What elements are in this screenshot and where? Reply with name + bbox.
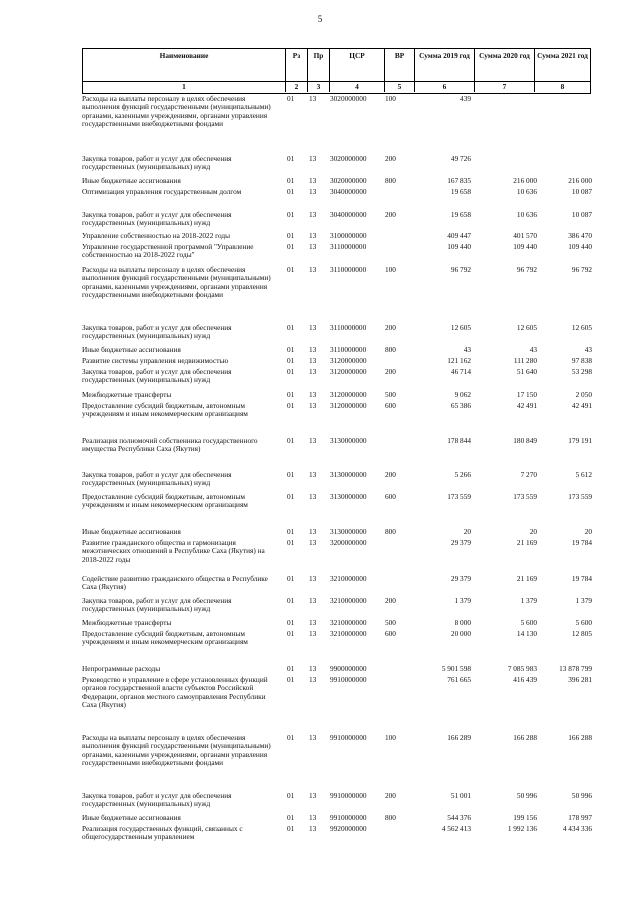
row-name: Реализация полномочий собственника государственного имущества Республики Саха (Якутия) xyxy=(82,436,258,454)
header-number-7: 7 xyxy=(475,82,535,92)
row-sum-2019: 178 844 xyxy=(447,436,471,445)
row-vr: 100 xyxy=(385,265,396,274)
row-pr: 13 xyxy=(309,470,317,479)
row-sum-2019: 49 726 xyxy=(450,154,471,163)
row-csr: 3020000000 xyxy=(330,94,367,103)
row-sum-2020: 216 000 xyxy=(513,176,537,185)
row-pr: 13 xyxy=(309,265,317,274)
row-rz: 01 xyxy=(287,436,295,445)
row-name: Иные бюджетные ассигнования xyxy=(82,345,181,354)
row-name: Закупка товаров, работ и услуг для обеспечения государственных (муниципальных) нужд xyxy=(82,470,232,488)
row-csr: 3120000000 xyxy=(330,356,367,365)
row-sum-2021: 178 997 xyxy=(568,813,592,822)
row-name: Межбюджетные трансферты xyxy=(82,390,172,399)
row-pr: 13 xyxy=(309,390,317,399)
row-sum-2019: 29 379 xyxy=(450,574,471,583)
row-rz: 01 xyxy=(287,231,295,240)
row-name: Предоставление субсидий бюджетным, автономным учреждениям и иным некоммерческим организациям xyxy=(82,629,248,647)
row-name: Закупка товаров, работ и услуг для обеспечения государственных (муниципальных) нужд xyxy=(82,791,232,809)
row-vr: 200 xyxy=(385,210,396,219)
row-rz: 01 xyxy=(287,323,295,332)
row-sum-2021: 179 191 xyxy=(568,436,592,445)
header-number-2: 2 xyxy=(286,82,308,92)
row-name: Предоставление субсидий бюджетным, автономным учреждениям и иным некоммерческим организациям xyxy=(82,401,248,419)
row-sum-2020: 21 169 xyxy=(516,538,537,547)
row-csr: 3040000000 xyxy=(330,187,367,196)
row-name: Иные бюджетные ассигнования xyxy=(82,527,181,536)
table-header xyxy=(82,48,591,94)
row-vr: 800 xyxy=(385,527,396,536)
row-rz: 01 xyxy=(287,733,295,742)
row-csr: 9920000000 xyxy=(330,824,367,833)
row-rz: 01 xyxy=(287,94,295,103)
row-rz: 01 xyxy=(287,401,295,410)
row-csr: 3110000000 xyxy=(330,345,367,354)
row-sum-2021: 10 087 xyxy=(571,187,592,196)
row-pr: 13 xyxy=(309,574,317,583)
row-name: Развитие гражданского общества и гармонизация межэтнических отношений в Республике Саха (Якутия) на 2018-2022 годы xyxy=(82,538,265,564)
row-pr: 13 xyxy=(309,436,317,445)
row-name: Межбюджетные трансферты xyxy=(82,618,172,627)
row-csr: 3200000000 xyxy=(330,538,367,547)
row-name: Закупка товаров, работ и услуг для обеспечения государственных (муниципальных) нужд xyxy=(82,323,232,341)
row-sum-2020: 416 439 xyxy=(513,675,537,684)
row-sum-2020: 1 992 136 xyxy=(507,824,537,833)
row-rz: 01 xyxy=(287,390,295,399)
row-pr: 13 xyxy=(309,323,317,332)
row-pr: 13 xyxy=(309,94,317,103)
header-number-3: 3 xyxy=(308,82,330,92)
row-csr: 3110000000 xyxy=(330,265,367,274)
row-csr: 3130000000 xyxy=(330,492,367,501)
row-pr: 13 xyxy=(309,231,317,240)
row-sum-2021: 173 559 xyxy=(568,492,592,501)
row-sum-2019: 29 379 xyxy=(450,538,471,547)
row-sum-2020: 20 xyxy=(529,527,537,536)
row-csr: 3020000000 xyxy=(330,154,367,163)
row-sum-2021: 20 xyxy=(584,527,592,536)
row-sum-2019: 544 376 xyxy=(447,813,471,822)
row-vr: 600 xyxy=(385,629,396,638)
row-sum-2021: 4 434 336 xyxy=(562,824,592,833)
row-name: Руководство и управление в сфере установленных функций органов государственной власти субъектов Российской Федерации, органов местного самоуправления Республики Саха (Якутия) xyxy=(82,675,268,709)
row-rz: 01 xyxy=(287,345,295,354)
row-csr: 9910000000 xyxy=(330,791,367,800)
row-vr: 200 xyxy=(385,154,396,163)
row-name: Иные бюджетные ассигнования xyxy=(82,176,181,185)
row-sum-2020: 21 169 xyxy=(516,574,537,583)
row-sum-2020: 199 156 xyxy=(513,813,537,822)
row-sum-2019: 19 658 xyxy=(450,210,471,219)
row-sum-2019: 12 605 xyxy=(450,323,471,332)
row-name: Расходы на выплаты персоналу в целях обеспечения выполнения функций государственными (муниципальными) органами, казенными учреждениями, органами управления государственными внебюджетными фондами xyxy=(82,94,271,128)
row-sum-2020: 401 570 xyxy=(513,231,537,240)
page-number: 5 xyxy=(317,14,323,24)
row-csr: 3130000000 xyxy=(330,470,367,479)
row-rz: 01 xyxy=(287,596,295,605)
header-name: Наименование xyxy=(83,49,286,81)
row-sum-2021: 42 491 xyxy=(571,401,592,410)
row-csr: 3130000000 xyxy=(330,436,367,445)
row-sum-2020: 7 085 983 xyxy=(507,664,537,673)
row-sum-2019: 9 062 xyxy=(454,390,471,399)
row-sum-2019: 166 289 xyxy=(447,733,471,742)
header-numbers-row xyxy=(83,82,590,92)
row-name: Предоставление субсидий бюджетным, автономным учреждениям и иным некоммерческим организациям xyxy=(82,492,248,510)
row-sum-2021: 2 050 xyxy=(575,390,592,399)
row-rz: 01 xyxy=(287,470,295,479)
row-name: Расходы на выплаты персоналу в целях обеспечения выполнения функций государственными (муниципальными) органами, казенными учреждениями, органами управления государственными внебюджетными фондами xyxy=(82,733,271,767)
row-sum-2019: 167 835 xyxy=(447,176,471,185)
row-pr: 13 xyxy=(309,345,317,354)
row-sum-2019: 5 266 xyxy=(454,470,471,479)
row-csr: 3130000000 xyxy=(330,527,367,536)
row-vr: 800 xyxy=(385,176,396,185)
row-csr: 3020000000 xyxy=(330,176,367,185)
row-sum-2020: 50 996 xyxy=(516,791,537,800)
header-number-5: 5 xyxy=(385,82,415,92)
row-rz: 01 xyxy=(287,824,295,833)
row-csr: 3210000000 xyxy=(330,596,367,605)
row-vr: 800 xyxy=(385,345,396,354)
row-pr: 13 xyxy=(309,675,317,684)
row-pr: 13 xyxy=(309,401,317,410)
row-pr: 13 xyxy=(309,538,317,547)
header-vr: ВР xyxy=(385,49,415,81)
row-name: Непрограммные расходы xyxy=(82,664,161,673)
row-pr: 13 xyxy=(309,824,317,833)
row-csr: 9910000000 xyxy=(330,813,367,822)
row-sum-2020: 10 636 xyxy=(516,187,537,196)
row-sum-2021: 19 784 xyxy=(571,574,592,583)
row-sum-2021: 96 792 xyxy=(571,265,592,274)
row-sum-2021: 53 298 xyxy=(571,367,592,376)
row-pr: 13 xyxy=(309,527,317,536)
row-csr: 3040000000 xyxy=(330,210,367,219)
row-csr: 9910000000 xyxy=(330,675,367,684)
row-sum-2021: 19 784 xyxy=(571,538,592,547)
row-rz: 01 xyxy=(287,538,295,547)
row-sum-2020: 111 280 xyxy=(513,356,537,365)
row-csr: 3110000000 xyxy=(330,242,367,251)
row-sum-2019: 4 562 413 xyxy=(441,824,471,833)
row-sum-2019: 173 559 xyxy=(447,492,471,501)
row-rz: 01 xyxy=(287,176,295,185)
row-name: Управление собственностью на 2018-2022 годы xyxy=(82,231,231,240)
row-sum-2021: 5 612 xyxy=(575,470,592,479)
row-vr: 100 xyxy=(385,94,396,103)
row-sum-2020: 7 270 xyxy=(520,470,537,479)
row-sum-2019: 439 xyxy=(460,94,471,103)
row-rz: 01 xyxy=(287,813,295,822)
row-sum-2019: 109 440 xyxy=(447,242,471,251)
row-sum-2020: 180 849 xyxy=(513,436,537,445)
row-pr: 13 xyxy=(309,596,317,605)
row-sum-2021: 109 440 xyxy=(568,242,592,251)
row-csr: 3120000000 xyxy=(330,390,367,399)
row-sum-2019: 20 000 xyxy=(450,629,471,638)
header-pr: Пр xyxy=(308,49,330,81)
row-vr: 200 xyxy=(385,470,396,479)
row-sum-2019: 43 xyxy=(463,345,471,354)
row-rz: 01 xyxy=(287,154,295,163)
row-sum-2020: 173 559 xyxy=(513,492,537,501)
header-titles-row xyxy=(83,49,590,82)
row-sum-2019: 19 658 xyxy=(450,187,471,196)
row-pr: 13 xyxy=(309,176,317,185)
row-sum-2020: 109 440 xyxy=(513,242,537,251)
row-vr: 600 xyxy=(385,492,396,501)
row-sum-2019: 1 379 xyxy=(454,596,471,605)
row-rz: 01 xyxy=(287,356,295,365)
row-sum-2019: 96 792 xyxy=(450,265,471,274)
row-pr: 13 xyxy=(309,356,317,365)
row-name: Оптимизация управления государственным долгом xyxy=(82,187,242,196)
row-rz: 01 xyxy=(287,492,295,501)
header-number-6: 6 xyxy=(415,82,475,92)
row-sum-2019: 409 447 xyxy=(447,231,471,240)
row-csr: 3210000000 xyxy=(330,618,367,627)
row-vr: 600 xyxy=(385,401,396,410)
row-csr: 3210000000 xyxy=(330,574,367,583)
row-rz: 01 xyxy=(287,527,295,536)
row-sum-2019: 121 162 xyxy=(447,356,471,365)
row-sum-2020: 51 640 xyxy=(516,367,537,376)
row-pr: 13 xyxy=(309,187,317,196)
row-rz: 01 xyxy=(287,574,295,583)
row-pr: 13 xyxy=(309,154,317,163)
row-sum-2019: 20 xyxy=(463,527,471,536)
row-vr: 200 xyxy=(385,323,396,332)
row-pr: 13 xyxy=(309,629,317,638)
row-vr: 500 xyxy=(385,390,396,399)
row-csr: 3210000000 xyxy=(330,629,367,638)
row-sum-2019: 46 714 xyxy=(450,367,471,376)
row-csr: 3120000000 xyxy=(330,367,367,376)
row-name: Закупка товаров, работ и услуг для обеспечения государственных (муниципальных) нужд xyxy=(82,596,232,614)
row-sum-2021: 386 470 xyxy=(568,231,592,240)
row-sum-2021: 12 805 xyxy=(571,629,592,638)
row-name: Реализация государственных функций, связанных с общегосударственным управлением xyxy=(82,824,243,842)
row-sum-2019: 761 665 xyxy=(447,675,471,684)
row-vr: 200 xyxy=(385,791,396,800)
row-rz: 01 xyxy=(287,629,295,638)
row-csr: 3110000000 xyxy=(330,323,367,332)
row-vr: 500 xyxy=(385,618,396,627)
row-rz: 01 xyxy=(287,242,295,251)
row-rz: 01 xyxy=(287,664,295,673)
row-name: Закупка товаров, работ и услуг для обеспечения государственных (муниципальных) нужд xyxy=(82,210,232,228)
header-sum-2019: Сумма 2019 год xyxy=(415,49,475,81)
row-rz: 01 xyxy=(287,791,295,800)
row-sum-2019: 51 001 xyxy=(450,791,471,800)
row-vr: 200 xyxy=(385,596,396,605)
row-vr: 200 xyxy=(385,367,396,376)
row-rz: 01 xyxy=(287,675,295,684)
row-sum-2020: 12 605 xyxy=(516,323,537,332)
row-csr: 3100000000 xyxy=(330,231,367,240)
row-sum-2019: 8 000 xyxy=(454,618,471,627)
row-vr: 800 xyxy=(385,813,396,822)
header-number-1: 1 xyxy=(83,82,286,92)
row-name: Закупка товаров, работ и услуг для обеспечения государственных (муниципальных) нужд xyxy=(82,367,232,385)
row-rz: 01 xyxy=(287,210,295,219)
row-csr: 9900000000 xyxy=(330,664,367,673)
row-sum-2020: 5 600 xyxy=(520,618,537,627)
row-name: Управление государственной программой "Управление собственностью на 2018-2022 годы" xyxy=(82,242,254,260)
header-rz: Рз xyxy=(286,49,308,81)
row-sum-2021: 1 379 xyxy=(575,596,592,605)
row-vr: 100 xyxy=(385,733,396,742)
row-pr: 13 xyxy=(309,492,317,501)
header-csr: ЦСР xyxy=(330,49,385,81)
row-sum-2021: 216 000 xyxy=(568,176,592,185)
row-sum-2020: 1 379 xyxy=(520,596,537,605)
row-pr: 13 xyxy=(309,210,317,219)
row-csr: 9910000000 xyxy=(330,733,367,742)
row-sum-2019: 65 386 xyxy=(450,401,471,410)
header-sum-2020: Сумма 2020 год xyxy=(475,49,535,81)
row-sum-2020: 166 288 xyxy=(513,733,537,742)
row-sum-2020: 42 491 xyxy=(516,401,537,410)
row-pr: 13 xyxy=(309,813,317,822)
row-pr: 13 xyxy=(309,242,317,251)
row-sum-2021: 97 838 xyxy=(571,356,592,365)
row-name: Расходы на выплаты персоналу в целях обеспечения выполнения функций государственными (муниципальными) органами, казенными учреждениями, органами управления государственными внебюджетными фондами xyxy=(82,265,271,299)
row-sum-2021: 5 600 xyxy=(575,618,592,627)
row-sum-2020: 96 792 xyxy=(516,265,537,274)
header-number-8: 8 xyxy=(560,82,565,91)
row-sum-2021: 396 281 xyxy=(568,675,592,684)
row-rz: 01 xyxy=(287,187,295,196)
row-sum-2021: 13 878 799 xyxy=(559,664,592,673)
row-pr: 13 xyxy=(309,367,317,376)
row-sum-2021: 50 996 xyxy=(571,791,592,800)
row-sum-2020: 43 xyxy=(529,345,537,354)
row-pr: 13 xyxy=(309,664,317,673)
row-name: Иные бюджетные ассигнования xyxy=(82,813,181,822)
row-name: Развитие системы управления недвижимостью xyxy=(82,356,229,365)
row-pr: 13 xyxy=(309,733,317,742)
row-sum-2019: 5 901 598 xyxy=(441,664,471,673)
row-rz: 01 xyxy=(287,265,295,274)
header-sum-2021: Сумма 2021 год xyxy=(537,51,588,60)
row-sum-2021: 10 087 xyxy=(571,210,592,219)
row-rz: 01 xyxy=(287,618,295,627)
row-pr: 13 xyxy=(309,791,317,800)
row-sum-2021: 166 288 xyxy=(568,733,592,742)
row-name: Закупка товаров, работ и услуг для обеспечения государственных (муниципальных) нужд xyxy=(82,154,232,172)
row-sum-2020: 17 150 xyxy=(516,390,537,399)
row-sum-2021: 43 xyxy=(584,345,592,354)
row-pr: 13 xyxy=(309,618,317,627)
header-number-4: 4 xyxy=(330,82,385,92)
row-sum-2020: 14 130 xyxy=(516,629,537,638)
row-csr: 3120000000 xyxy=(330,401,367,410)
row-rz: 01 xyxy=(287,367,295,376)
row-sum-2021: 12 605 xyxy=(571,323,592,332)
row-name: Содействие развитию гражданского общества в Республике Саха (Якутия) xyxy=(82,574,268,592)
row-sum-2020: 10 636 xyxy=(516,210,537,219)
